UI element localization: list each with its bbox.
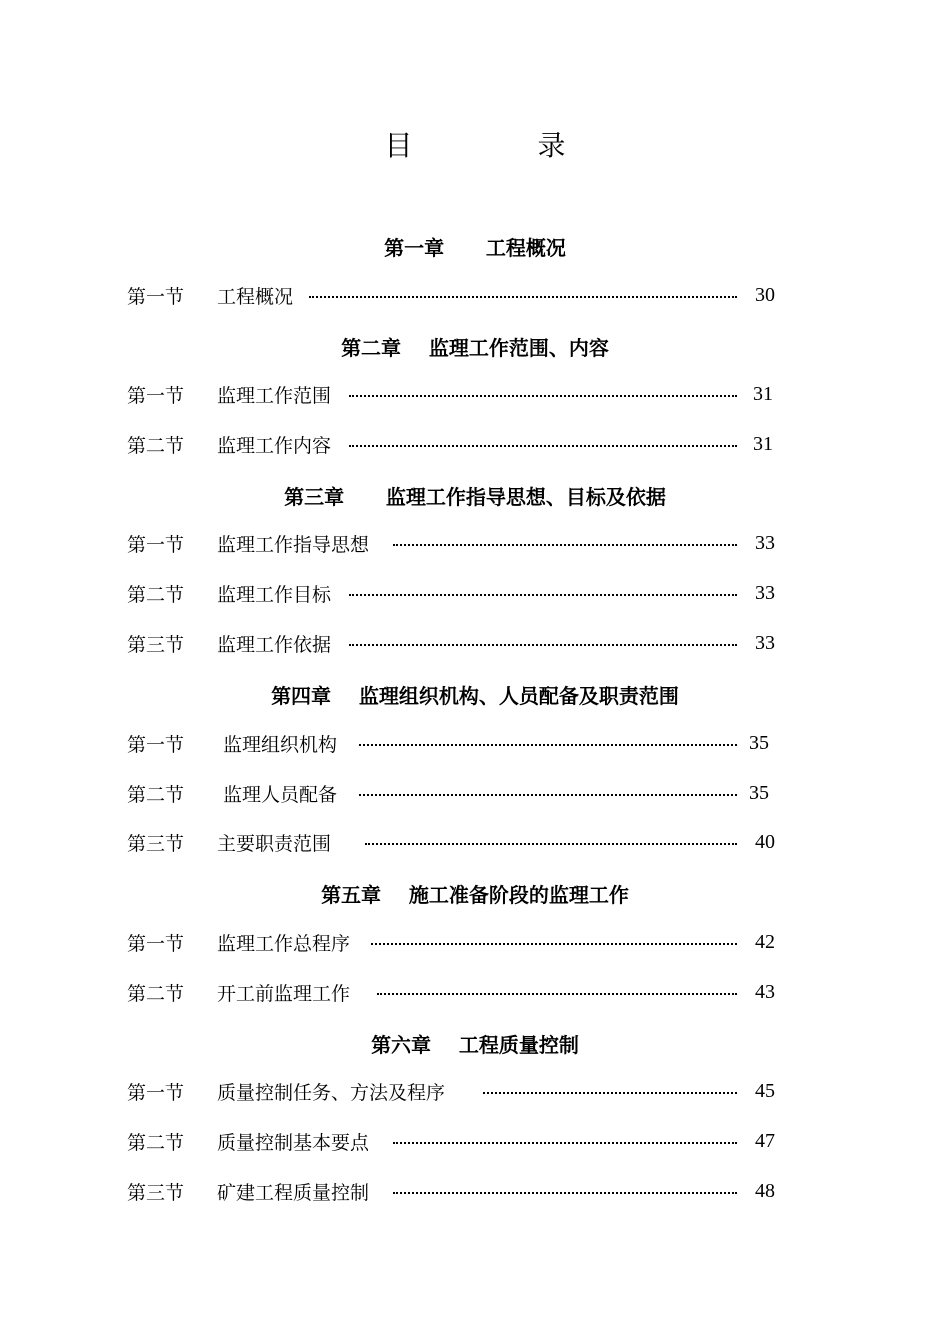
toc-entry[interactable] [127,530,777,560]
chapter-heading: 第二章 监理工作范围、内容 [341,336,609,360]
dot-leader [377,993,737,995]
section-title: 监理人员配备 [223,784,338,806]
chapter-heading: 第三章 监理工作指导思想、目标及依据 [284,485,666,509]
section-title: 工程概况 [217,286,294,308]
page-number: 43 [755,981,775,1003]
section-title: 监理组织机构 [223,734,338,756]
dot-leader [309,296,737,298]
section-number: 第二节 [127,435,185,457]
section-title: 监理工作指导思想 [217,534,370,556]
section-title: 监理工作总程序 [217,933,351,955]
section-number: 第一节 [127,933,185,955]
page-number: 40 [755,831,775,853]
dot-leader [349,594,737,596]
page-number: 47 [755,1130,775,1152]
dot-leader [393,1192,737,1194]
section-title: 监理工作目标 [217,584,332,606]
dot-leader [371,943,737,945]
toc-entry[interactable] [127,1178,777,1208]
toc-entry[interactable] [127,929,777,959]
page-number: 48 [755,1180,775,1202]
page-title: 目 录 [384,129,624,162]
toc-entry[interactable] [127,730,777,760]
section-number: 第二节 [127,784,185,806]
page-number: 31 [753,433,773,455]
page-number: 42 [755,931,775,953]
toc-entry[interactable] [127,580,777,610]
page-number: 33 [755,582,775,604]
page-number: 45 [755,1080,775,1102]
section-title: 开工前监理工作 [217,983,351,1005]
toc-entry[interactable] [127,1078,777,1108]
dot-leader [349,395,737,397]
page-number: 35 [749,732,769,754]
chapter-heading: 第一章 工程概况 [384,236,566,260]
section-title: 质量控制基本要点 [217,1132,370,1154]
dot-leader [349,445,737,447]
section-number: 第一节 [127,734,185,756]
section-number: 第二节 [127,1132,185,1154]
page-number: 31 [753,383,773,405]
page-number: 33 [755,532,775,554]
dot-leader [359,794,737,796]
section-number: 第二节 [127,983,185,1005]
section-number: 第一节 [127,534,185,556]
dot-leader [349,644,737,646]
section-title: 质量控制任务、方法及程序 [217,1082,446,1104]
dot-leader [483,1092,737,1094]
toc-entry[interactable] [127,282,777,312]
dot-leader [393,1142,737,1144]
section-title: 监理工作内容 [217,435,332,457]
toc-entry[interactable] [127,1128,777,1158]
toc-entry[interactable] [127,979,777,1009]
dot-leader [365,843,737,845]
page-number: 30 [755,284,775,306]
section-title: 主要职责范围 [217,833,332,855]
toc-entry[interactable] [127,829,777,859]
section-number: 第二节 [127,584,185,606]
section-number: 第一节 [127,1082,185,1104]
section-number: 第一节 [127,385,185,407]
toc-entry[interactable] [127,780,777,810]
section-number: 第三节 [127,833,185,855]
page-number: 35 [749,782,769,804]
section-number: 第一节 [127,286,185,308]
dot-leader [393,544,737,546]
page-number: 33 [755,632,775,654]
chapter-heading: 第六章 工程质量控制 [371,1033,579,1057]
chapter-heading: 第五章 施工准备阶段的监理工作 [321,883,629,907]
toc-entry[interactable] [127,381,777,411]
toc-entry[interactable] [127,630,777,660]
toc-entry[interactable] [127,431,777,461]
dot-leader [359,744,737,746]
section-number: 第三节 [127,634,185,656]
section-title: 监理工作依据 [217,634,332,656]
section-title: 监理工作范围 [217,385,332,407]
section-number: 第三节 [127,1182,185,1204]
section-title: 矿建工程质量控制 [217,1182,370,1204]
chapter-heading: 第四章 监理组织机构、人员配备及职责范围 [271,684,679,708]
